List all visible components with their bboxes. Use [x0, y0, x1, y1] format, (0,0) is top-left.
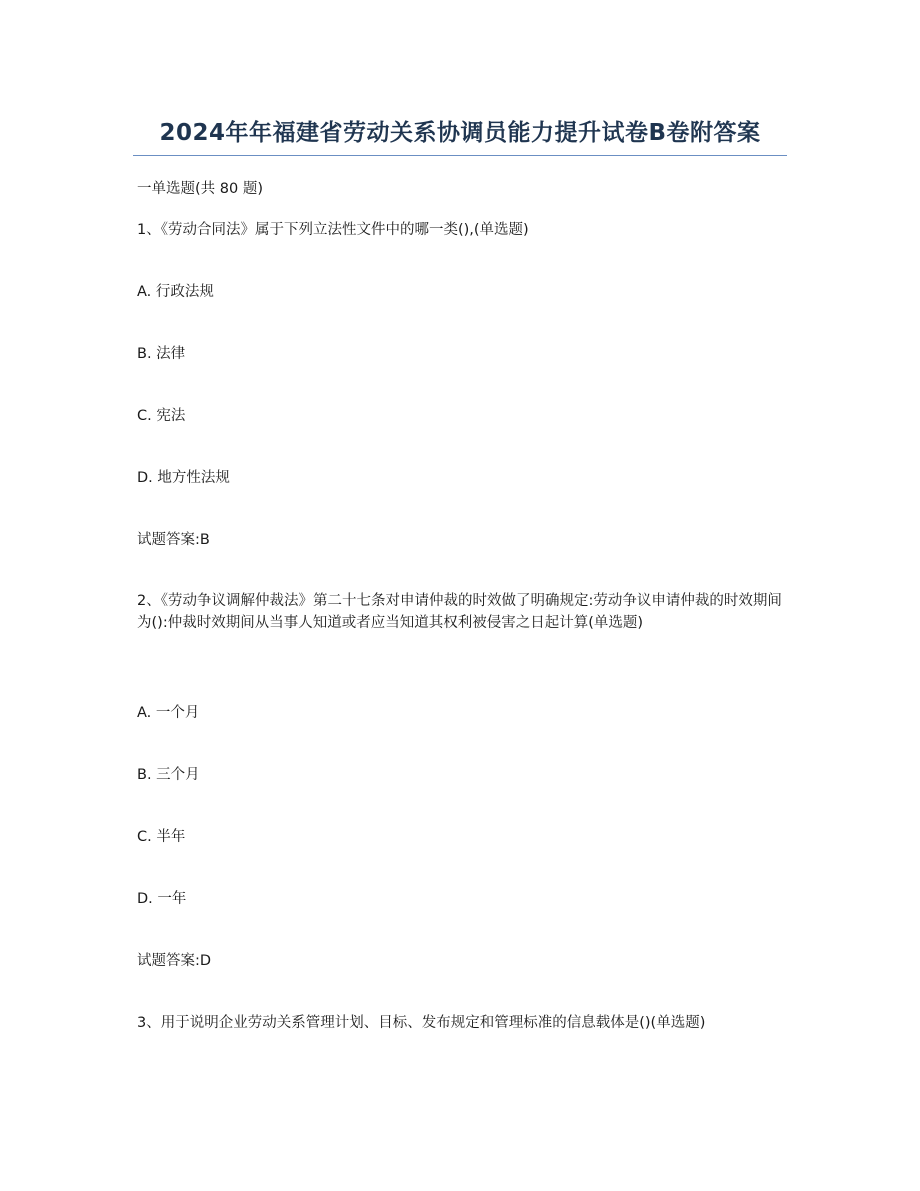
question-2-answer: 试题答案:D: [137, 953, 212, 969]
question-2-option-b: B. 三个月: [137, 767, 200, 783]
question-2-option-c: C. 半年: [137, 829, 186, 845]
question-2-option-d: D. 一年: [137, 891, 187, 907]
document-title: 2024年年福建省劳动关系协调员能力提升试卷B卷附答案: [159, 120, 761, 146]
question-1-option-c: C. 宪法: [137, 408, 186, 424]
question-1-text: 1、《劳动合同法》属于下列立法性文件中的哪一类(),(单选题): [137, 222, 529, 238]
section-header: 一单选题(共 80 题): [137, 181, 263, 197]
question-1-option-d: D. 地方性法规: [137, 470, 230, 486]
question-3-text: 3、用于说明企业劳动关系管理计划、目标、发布规定和管理标准的信息载体是()(单选题): [137, 1015, 706, 1031]
question-1-option-a: A. 行政法规: [137, 284, 214, 300]
question-1-option-b: B. 法律: [137, 346, 186, 362]
question-1-answer: 试题答案:B: [137, 532, 210, 548]
title-divider: [133, 155, 787, 156]
question-2-option-a: A. 一个月: [137, 705, 200, 721]
question-2-text: 2、《劳动争议调解仲裁法》第二十七条对申请仲裁的时效做了明确规定:劳动争议申请仲裁的时效期间为():仲裁时效期间从当事人知道或者应当知道其权利被侵害之日起计算(单选题): [137, 593, 782, 631]
